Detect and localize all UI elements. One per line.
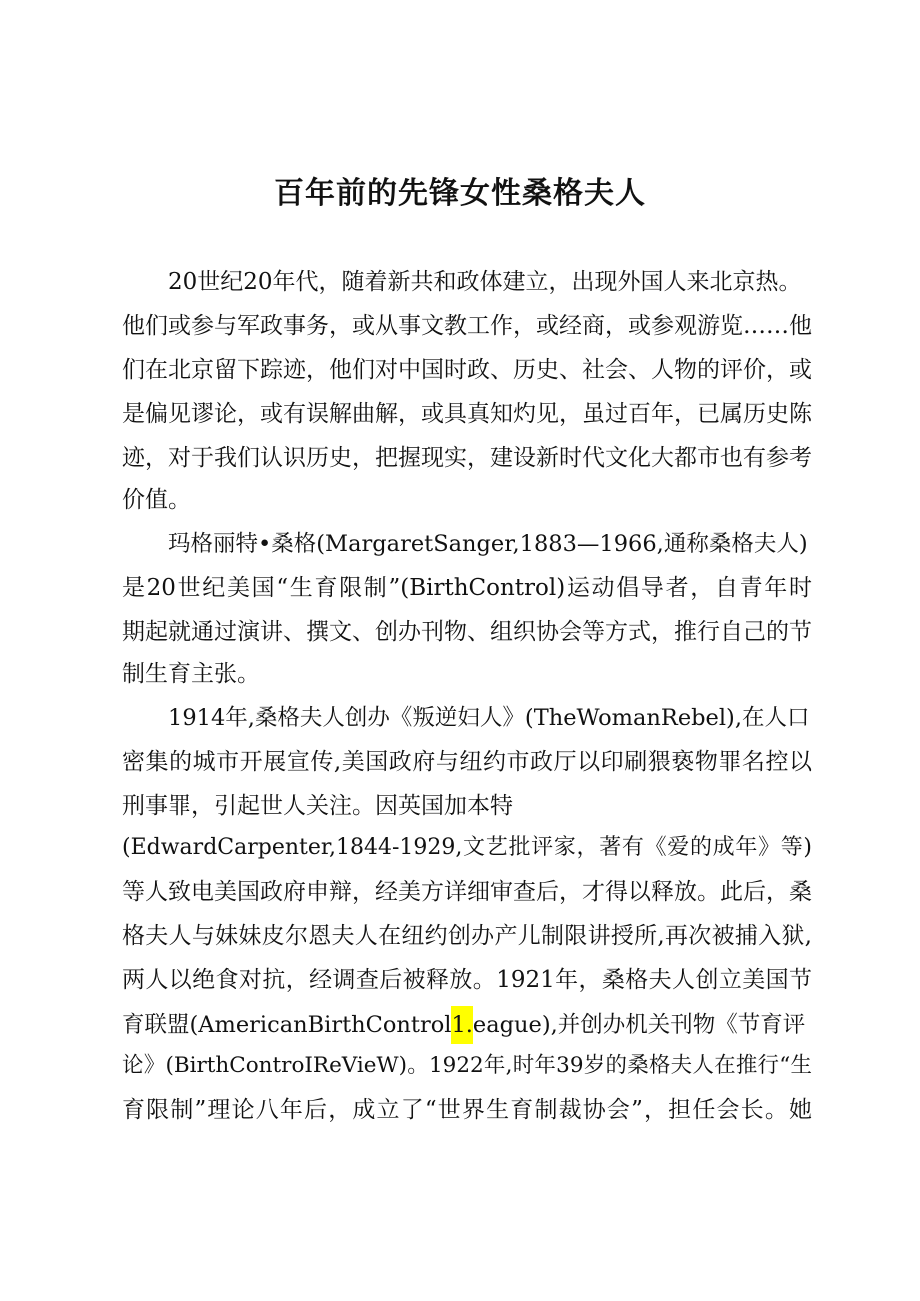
text-line-with-highlight xyxy=(122,1006,812,1044)
text-line: 们在北京留下踪迹，他们对中国时政、历史、社会、人物的评价，或 xyxy=(122,357,812,383)
text-line: 是20世纪美国“生育限制”(BirthControl)运动倡导者，自青年时 xyxy=(122,575,812,601)
document-title: 百年前的先锋女性桑格夫人 xyxy=(274,176,646,211)
text-line: 育限制”理论八年后，成立了“世界生育制裁协会”，担任会长。她 xyxy=(122,1097,812,1123)
text-line: 密集的城市开展宣传,美国政府与纽约市政厅以印刷猥亵物罪名控以 xyxy=(122,749,812,775)
text-line: 是偏见谬论，或有误解曲解，或具真知灼见，虽过百年，已属历史陈 xyxy=(122,401,812,427)
text-line: 他们或参与军政事务，或从事文教工作，或经商，或参观游览……他 xyxy=(122,313,812,339)
text-segment: eague),并创办机关刊物《节育评 xyxy=(472,1012,806,1038)
text-line: 迹，对于我们认识历史，把握现实，建设新时代文化大都市也有参考 xyxy=(122,445,812,471)
text-line: 1914年,桑格夫人创办《叛逆妇人》(TheWomanRebel),在人口 xyxy=(168,705,810,731)
text-line: 期起就通过演讲、撰文、创办刊物、组织协会等方式，推行自己的节 xyxy=(122,619,812,645)
text-line: 论》(BirthControIReVieW)。1922年,时年39岁的桑格夫人在推行“生 xyxy=(122,1053,812,1078)
text-line: (EdwardCarpenter,1844-1929,文艺批评家，著有《爱的成年》等) xyxy=(122,835,812,860)
text-line: 格夫人与妹妹皮尔恩夫人在纽约创办产儿制限讲授所,再次被捕入狱, xyxy=(122,923,812,949)
text-line: 制生育主张。 xyxy=(122,661,260,687)
text-line: 刑事罪，引起世人关注。因英国加本特 xyxy=(122,793,513,819)
text-segment: 育联盟(AmericanBirthControl xyxy=(122,1012,452,1038)
highlighted-text: 1. xyxy=(451,1006,472,1044)
text-line: 价值。 xyxy=(122,487,191,513)
text-line: 等人致电美国政府申辩，经美方详细审查后，才得以释放。此后，桑 xyxy=(122,879,812,905)
text-line: 玛格丽特•桑格(MargaretSanger,1883—1966,通称桑格夫人) xyxy=(168,531,808,557)
text-line: 20世纪20年代，随着新共和政体建立，出现外国人来北京热。 xyxy=(168,269,802,295)
text-line: 两人以绝食对抗，经调查后被释放。1921年，桑格夫人创立美国节 xyxy=(122,967,812,993)
